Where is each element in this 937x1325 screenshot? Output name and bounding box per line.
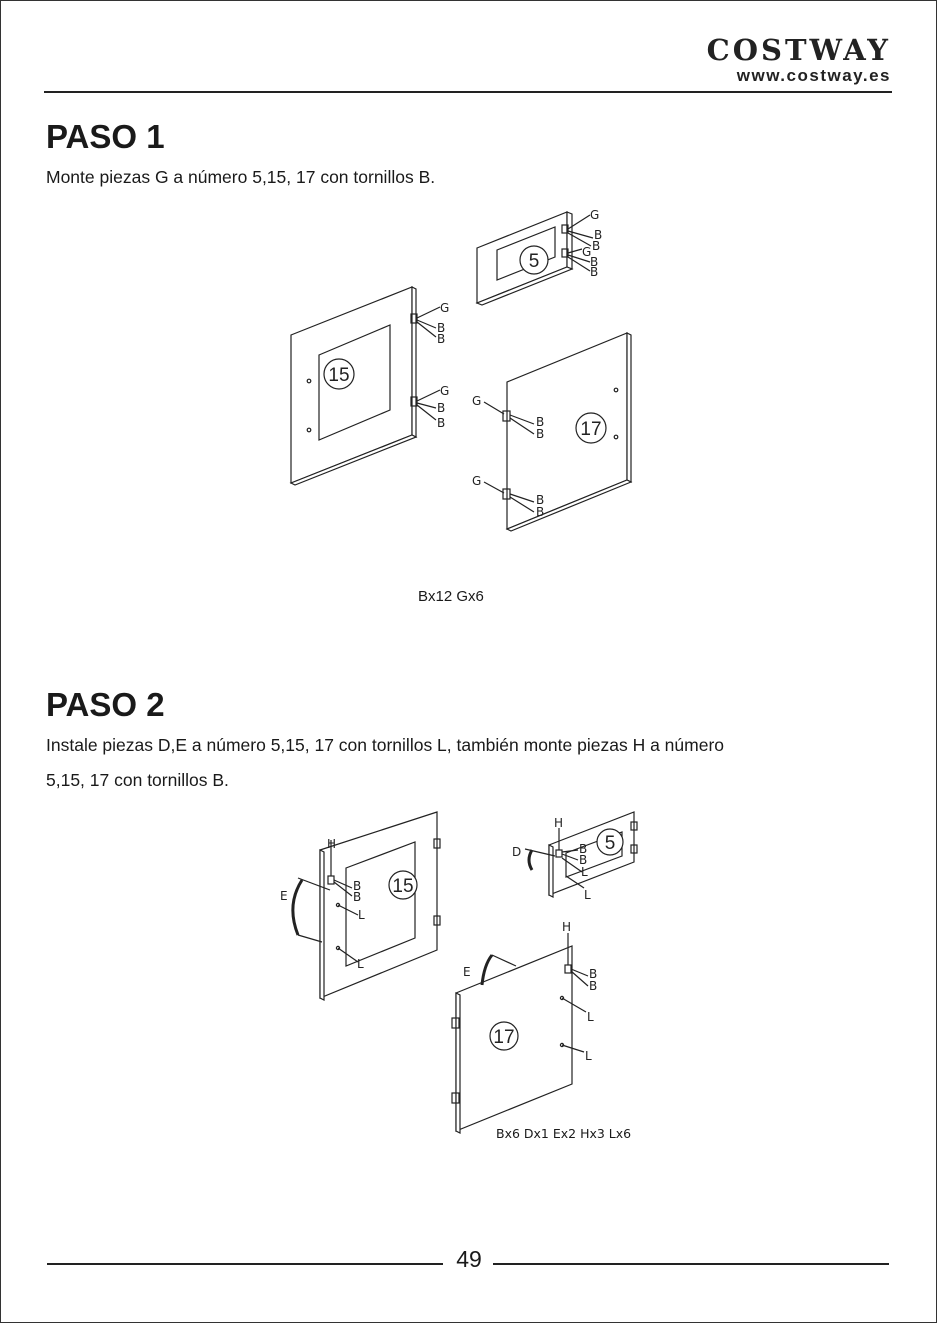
- step1-label-g: G: [472, 474, 482, 488]
- step1-panel-17: [484, 333, 631, 531]
- brand-url: www.costway.es: [736, 66, 891, 85]
- step1-label-b: B: [592, 239, 601, 253]
- step1-title: PASO 1: [46, 118, 165, 155]
- step1-diagram: [0, 200, 937, 560]
- step2-label-l: L: [357, 957, 364, 971]
- step1-label-g: G: [472, 394, 482, 408]
- step2-diagram: [0, 805, 937, 1150]
- step2-label-e: E: [280, 889, 288, 903]
- header-rule: [44, 91, 892, 93]
- step2-panel-17-number: 17: [493, 1027, 515, 1048]
- footer-rule-right: [493, 1263, 889, 1265]
- step1-label-b: B: [536, 505, 545, 519]
- step1-parts-count: Bx12 Gx6: [418, 588, 484, 605]
- step1-label-b: B: [590, 265, 599, 279]
- step1-label-g: G: [590, 208, 600, 222]
- brand-logo: COSTWAY: [706, 33, 891, 67]
- step1-label-b: B: [437, 332, 446, 346]
- step2-label-l: L: [584, 888, 591, 902]
- step1-label-g: G: [440, 301, 450, 315]
- step1-instructions: Monte piezas G a número 5,15, 17 con tornillos B.: [46, 167, 436, 187]
- step2-panel-15-number: 15: [392, 876, 414, 897]
- step1-panel-15: [291, 287, 440, 485]
- brand-header: [706, 33, 891, 86]
- step2-label-b: B: [579, 842, 588, 856]
- step2-label-l: L: [587, 1010, 594, 1024]
- step1-panel-15-number: 15: [328, 365, 350, 386]
- step2-label-b: B: [579, 853, 588, 867]
- step1-panel-17-number: 17: [580, 419, 602, 440]
- page-number: 49: [456, 1246, 482, 1272]
- step2-title: PASO 2: [46, 686, 165, 723]
- step2-panel-17: [452, 933, 588, 1133]
- step2-label-b: B: [353, 879, 362, 893]
- step2-label-b: B: [589, 967, 598, 981]
- step2-panel-15: [293, 812, 440, 1000]
- step2-instructions-line1: Instale piezas D,E a número 5,15, 17 con tornillos L, también monte piezas H a número: [46, 735, 725, 755]
- step2-label-l: L: [358, 908, 365, 922]
- step1-panel-5: [477, 212, 593, 305]
- step1-label-g: G: [582, 245, 592, 259]
- step1-panel-5-number: 5: [528, 251, 540, 272]
- step2-label-e: E: [463, 965, 471, 979]
- step1-label-b: B: [536, 493, 545, 507]
- step2-label-d: D: [512, 845, 522, 859]
- step1-label-b: B: [536, 415, 545, 429]
- step2-label-h: H: [554, 816, 564, 830]
- step1-label-b: B: [437, 416, 446, 430]
- step1-label-b: B: [437, 321, 446, 335]
- step1-label-b: B: [536, 427, 545, 441]
- step2-label-b: B: [353, 890, 362, 904]
- step2-label-l: L: [585, 1049, 592, 1063]
- step2-label-h: H: [327, 837, 337, 851]
- step2-instructions-line2: 5,15, 17 con tornillos B.: [46, 770, 229, 790]
- step2-label-b: B: [589, 979, 598, 993]
- step2-panel-5-number: 5: [604, 833, 616, 854]
- footer-rule-left: [47, 1263, 443, 1265]
- step1-label-g: G: [440, 384, 450, 398]
- step1-label-b: B: [437, 401, 446, 415]
- step1-label-b: B: [590, 255, 599, 269]
- step2-parts-count: Bx6 Dx1 Ex2 Hx3 Lx6: [496, 1126, 632, 1141]
- step2-label-h: H: [562, 920, 572, 934]
- step2-label-l: L: [581, 865, 588, 879]
- step1-label-b: B: [594, 228, 603, 242]
